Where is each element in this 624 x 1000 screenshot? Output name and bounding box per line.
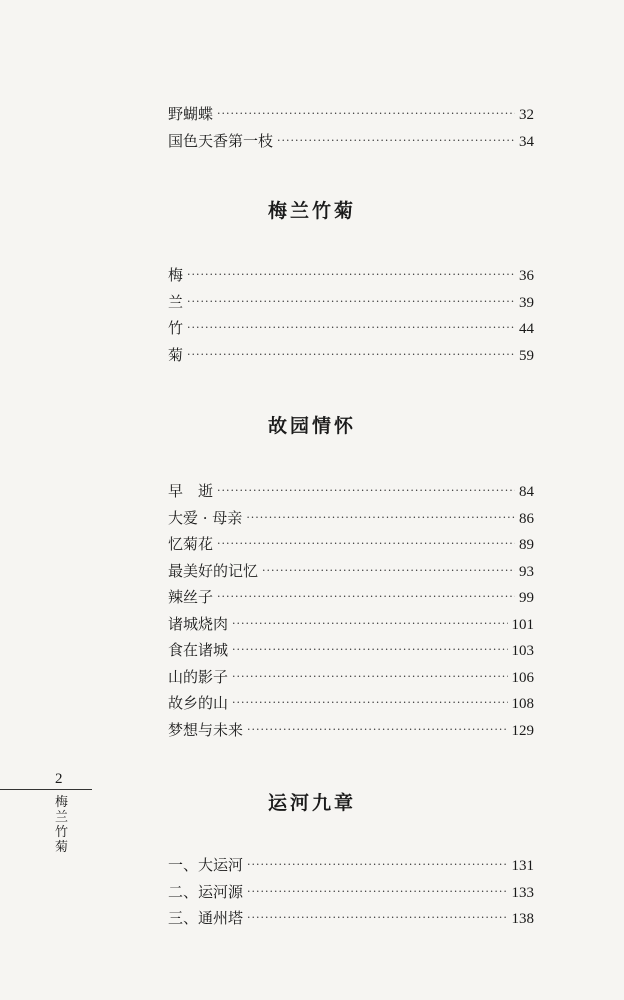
entry-page: 39	[519, 294, 534, 311]
entry-page: 106	[511, 669, 534, 686]
entry-title: 三、通州塔	[168, 909, 244, 927]
toc-entry[interactable]	[168, 505, 534, 532]
leader-dots	[247, 879, 507, 906]
entry-title: 大爱 · 母亲	[168, 508, 243, 527]
leader-dots	[277, 128, 515, 155]
leader-dots	[187, 289, 515, 316]
leader-dots	[217, 478, 515, 505]
leader-dots	[247, 852, 507, 879]
entry-title: 野蝴蝶	[168, 105, 214, 123]
leader-dots	[246, 505, 515, 532]
entry-page: 101	[511, 616, 534, 633]
entry-title: 一、大运河	[168, 856, 244, 874]
leader-dots	[187, 315, 515, 342]
leader-dots	[247, 717, 507, 744]
entry-page: 133	[511, 884, 534, 901]
leader-dots	[232, 637, 507, 664]
entry-page: 59	[519, 347, 534, 364]
entry-page: 108	[511, 696, 534, 712]
section-title: 运河九章	[267, 792, 356, 814]
toc-entry[interactable]	[168, 717, 534, 744]
leader-dots	[262, 558, 515, 585]
entry-page: 86	[519, 510, 534, 527]
running-title: 梅兰竹菊	[55, 795, 69, 855]
entry-title: 山的影子	[168, 667, 229, 686]
page-number: 2	[55, 771, 63, 787]
entry-title: 最美好的记忆	[168, 561, 259, 580]
entry-page: 84	[519, 484, 534, 500]
entry-title: 食在诸城	[168, 641, 229, 659]
toc-entry[interactable]	[168, 315, 534, 342]
entry-title: 忆菊花	[168, 535, 214, 553]
toc-group-continued	[168, 101, 534, 154]
entry-title: 二、运河源	[168, 882, 244, 901]
entry-title: 早 逝	[168, 482, 214, 500]
toc-entry[interactable]	[168, 584, 534, 611]
toc-entry[interactable]	[168, 664, 534, 691]
entry-title: 梦想与未来	[168, 720, 244, 739]
toc-entry[interactable]	[168, 478, 534, 505]
toc-entry[interactable]	[168, 879, 534, 906]
leader-dots	[187, 262, 515, 289]
toc-entry[interactable]	[168, 531, 534, 558]
leader-dots	[187, 342, 515, 369]
entry-page: 138	[511, 911, 534, 927]
entry-title: 辣丝子	[168, 588, 214, 606]
leader-dots	[232, 611, 507, 638]
entry-page: 103	[511, 643, 534, 659]
toc-entry[interactable]	[168, 852, 534, 879]
entry-page: 129	[511, 722, 534, 739]
section-title: 故园情怀	[267, 415, 356, 437]
toc-entry[interactable]	[168, 262, 534, 289]
toc-entry[interactable]	[168, 558, 534, 585]
entry-title: 故乡的山	[168, 694, 229, 712]
toc-group-section2	[168, 262, 534, 368]
toc-entry[interactable]	[168, 128, 534, 155]
leader-dots	[217, 531, 515, 558]
leader-dots	[217, 101, 515, 128]
entry-title: 诸城烧肉	[168, 614, 229, 633]
entry-title: 梅	[168, 266, 184, 284]
entry-page: 131	[511, 858, 534, 874]
toc-entry[interactable]	[168, 342, 534, 369]
entry-title: 兰	[168, 292, 184, 311]
entry-title: 国色天香第一枝	[168, 131, 274, 150]
entry-title: 菊	[168, 345, 184, 364]
section-title: 梅兰竹菊	[267, 200, 356, 222]
entry-page: 32	[519, 107, 534, 123]
leader-dots	[232, 664, 507, 691]
entry-page: 44	[519, 321, 534, 337]
toc-entry[interactable]	[168, 905, 534, 932]
toc-entry[interactable]	[168, 101, 534, 128]
leader-dots	[247, 905, 507, 932]
entry-page: 93	[519, 563, 534, 580]
entry-page: 89	[519, 537, 534, 553]
toc-group-section4	[168, 852, 534, 932]
toc-group-section3	[168, 478, 534, 743]
toc-entry[interactable]	[168, 690, 534, 717]
entry-page: 36	[519, 268, 534, 284]
toc-entry[interactable]	[168, 611, 534, 638]
leader-dots	[232, 690, 507, 717]
entry-page: 99	[519, 590, 534, 606]
entry-page: 34	[519, 133, 534, 150]
toc-entry[interactable]	[168, 637, 534, 664]
leader-dots	[217, 584, 515, 611]
toc-entry[interactable]	[168, 289, 534, 316]
entry-title: 竹	[168, 319, 184, 337]
